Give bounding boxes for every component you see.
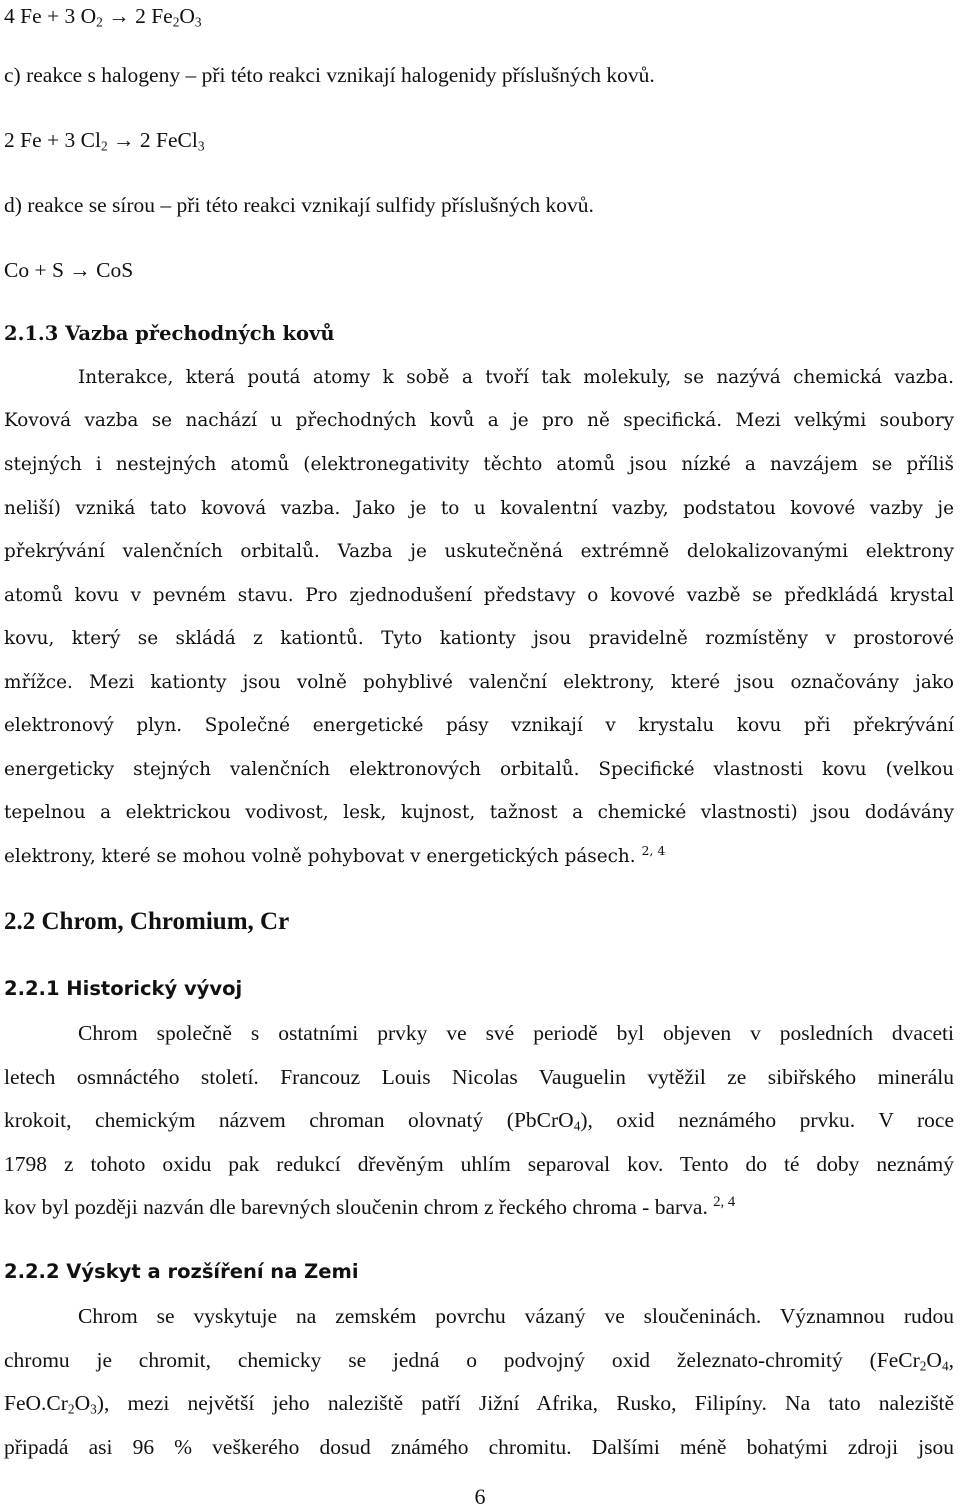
paragraph-line: připadá asi 96 % veškerého dosud známého chromitu. Dalšími méně bohatými zdroji jsou bbox=[4, 1435, 954, 1459]
section-heading-occurrence: 2.2.2 Výskyt a rozšíření na Zemi bbox=[4, 1260, 359, 1283]
paragraph-line: Chrom se vyskytuje na zemském povrchu vázaný ve sloučeninách. Významnou rudou bbox=[78, 1304, 954, 1328]
paragraph-line: energeticky stejných valenčních elektronových orbitalů. Specifické vlastnosti kovu (velkou bbox=[4, 759, 954, 780]
paragraph-line: $FeO.Cr_2O_3$), mezi největší jeho naleziště patří Jižní Afrika, Rusko, Filipíny. Na tato naleziště bbox=[4, 1391, 954, 1417]
paragraph-line: stejných i nestejných atomů (elektronegativity těchto atomů jsou nízké a navzájem se příliš bbox=[4, 454, 954, 475]
paragraph-line: kovu, který se skládá z kationtů. Tyto kationty jsou pravidelně rozmístěny v prostorové bbox=[4, 628, 954, 649]
paragraph-line: tepelnou a elektrickou vodivost, lesk, kujnost, tažnost a chemické vlastnosti) jsou dodávány bbox=[4, 802, 954, 823]
halogen-reaction-item: c) reakce s halogeny – při této reakci vznikají halogenidy příslušných kovů. bbox=[4, 63, 655, 87]
paragraph-line: elektronový plyn. Společné energetické pásy vznikají v krystalu kovu při překrývání bbox=[4, 715, 954, 736]
section-heading-chrom: 2.2 Chrom, Chromium, Cr bbox=[4, 908, 290, 935]
paragraph-line: 1798 z tohoto oxidu pak redukcí dřevěným uhlím separoval kov. Tento do té doby neznámý bbox=[4, 1152, 954, 1176]
paragraph-line: Kovová vazba se nachází u přechodných kovů a je pro ně specifická. Mezi velkými soubory bbox=[4, 410, 954, 431]
equation-iron-chloride: 2 Fe + 3 $Cl_2 \to 2$ FeCl$_3$ bbox=[4, 128, 205, 154]
paragraph-line: Chrom společně s ostatními prvky ve své periodě byl objeven v posledních dvaceti bbox=[78, 1021, 954, 1045]
sulfur-reaction-item: d) reakce se sírou – při této reakci vznikají sulfidy příslušných kovů. bbox=[4, 193, 594, 217]
citation-ref: 2, 4 bbox=[713, 1193, 736, 1210]
equation-cobalt-sulfide: Co + S → CoS bbox=[4, 258, 134, 282]
paragraph-line: neliší) vzniká tato kovová vazba. Jako je to u kovalentní vazby, podstatou kovové vazby je bbox=[4, 498, 954, 519]
paragraph-line: chromu je chromit, chemicky se jedná o podvojný oxid železnato-chromitý ($FeCr_2O_4$, bbox=[4, 1348, 954, 1374]
section-heading-history: 2.2.1 Historický vývoj bbox=[4, 977, 243, 1000]
paragraph-line: překrývání valenčních orbitalů. Vazba je uskutečněná extrémně delokalizovanými elektrony bbox=[4, 541, 954, 562]
paragraph-line: letech osmnáctého století. Francouz Louis Nicolas Vauguelin vytěžil ze sibiřského minerálu bbox=[4, 1065, 954, 1089]
paragraph-line: mřížce. Mezi kationty jsou volně pohyblivé valenční elektrony, které jsou označovány jako bbox=[4, 672, 954, 693]
page-number: 6 bbox=[474, 1484, 486, 1509]
paragraph-line: kov byl později nazván dle barevných sloučenin chrom z řeckého chroma - barva. $^{2, 4}$ bbox=[4, 1193, 736, 1219]
equation-iron-oxide: 4 Fe + 3 $O_2 \to 2$ $Fe_2O_3$ bbox=[4, 4, 202, 30]
section-heading-bond: 2.1.3 Vazba přechodných kovů bbox=[4, 322, 335, 345]
paragraph-line: Interakce, která poutá atomy k sobě a tvoří tak molekuly, se nazývá chemická vazba. bbox=[78, 367, 954, 388]
citation-ref: 2, 4 bbox=[641, 843, 666, 859]
paragraph-line: elektrony, které se mohou volně pohybovat v energetických pásech. $^{2, 4}$ bbox=[4, 843, 666, 867]
paragraph-line: atomů kovu v pevném stavu. Pro zjednodušení představy o kovové vazbě se předkládá krystal bbox=[4, 585, 954, 606]
paragraph-line: krokoit, chemickým názvem chroman olovnatý (PbCrO$_4$), oxid neznámého prvku. V roce bbox=[4, 1108, 954, 1134]
